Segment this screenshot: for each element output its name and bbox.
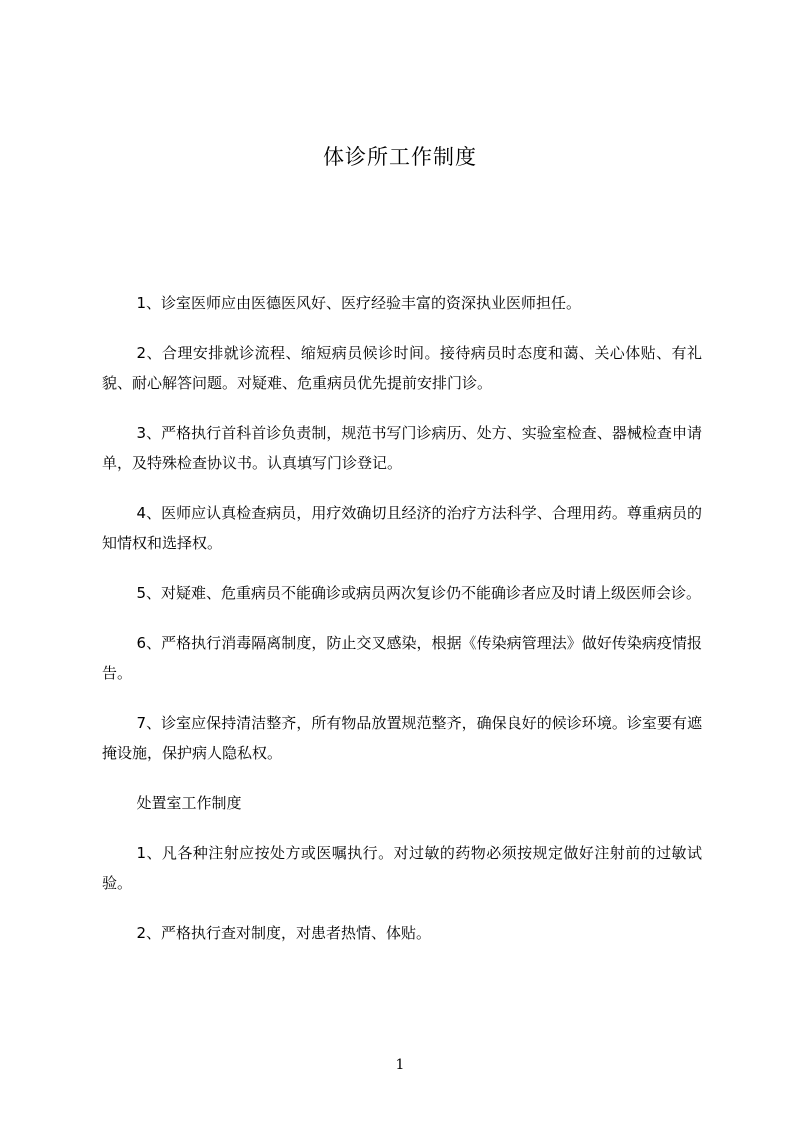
section2-paragraph-2: 2、严格执行查对制度，对患者热情、体贴。 [136,924,432,942]
paragraph-1: 1、诊室医师应由医德医风好、医疗经验丰富的资深执业医师担任。 [136,294,582,312]
paragraph-6: 6、严格执行消毒隔离制度，防止交叉感染，根据《传染病管理法》做好传染病疫情报告。 [102,634,702,682]
page-number: 1 [395,1057,405,1073]
document-body [102,288,702,948]
paragraph-7: 7、诊室应保持清洁整齐，所有物品放置规范整齐，确保良好的候诊环境。诊室要有遮掩设施，保护病人隐私权。 [102,714,702,762]
section2-paragraph-1: 1、凡各种注射应按处方或医嘱执行。对过敏的药物必须按规定做好注射前的过敏试验。 [102,844,702,892]
document-title: 体诊所工作制度 [323,145,477,169]
section-heading: 处置室工作制度 [136,794,242,812]
paragraph-5: 5、对疑难、危重病员不能确诊或病员两次复诊仍不能确诊者应及时请上级医师会诊。 [136,584,702,602]
paragraph-3: 3、严格执行首科首诊负责制，规范书写门诊病历、处方、实验室检查、器械检查申请单，及特殊检查协议书。认真填写门诊登记。 [102,424,702,472]
paragraph-2: 2、合理安排就诊流程、缩短病员候诊时间。接待病员时态度和蔼、关心体贴、有礼貌、耐心解答问题。对疑难、危重病员优先提前安排门诊。 [102,344,702,392]
paragraph-4: 4、医师应认真检查病员，用疗效确切且经济的治疗方法科学、合理用药。尊重病员的知情权和选择权。 [102,504,702,552]
